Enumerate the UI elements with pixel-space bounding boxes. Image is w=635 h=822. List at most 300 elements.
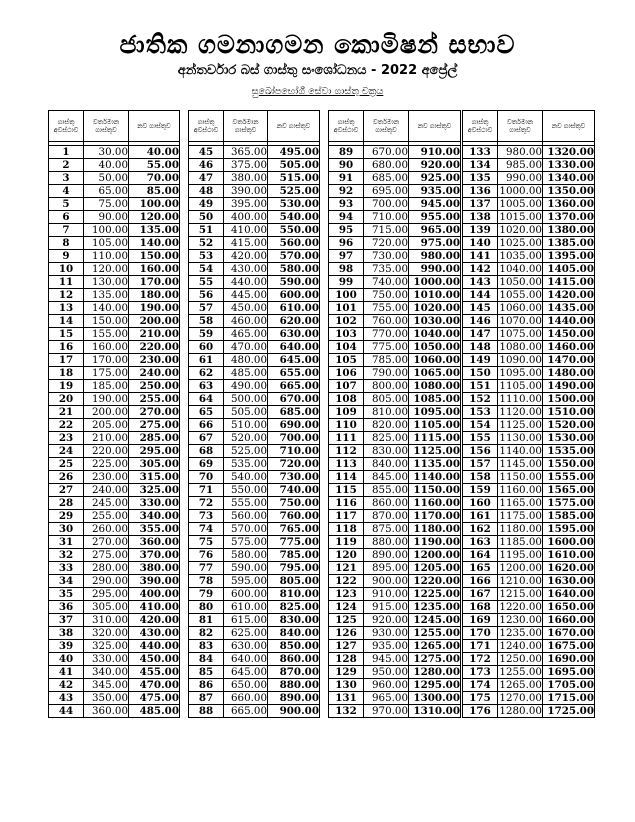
stage-cell: 166 xyxy=(463,575,498,588)
current-fare-cell: 1280.00 xyxy=(499,705,542,717)
new-fare-cell: 450.00 xyxy=(129,653,180,666)
stage-cell: 88 xyxy=(189,705,224,718)
table-row xyxy=(49,601,180,614)
new-fare-cell: 1460.00 xyxy=(543,341,595,354)
stage-cell: 116 xyxy=(329,497,364,510)
current-fare-cell: 1265.00 xyxy=(499,679,542,691)
new-fare-cell: 1105.00 xyxy=(409,419,461,432)
new-fare-cell: 1135.00 xyxy=(409,458,461,471)
new-fare-cell: 220.00 xyxy=(129,341,180,354)
stage-cell: 108 xyxy=(329,393,364,406)
table-row xyxy=(189,653,320,666)
table-row xyxy=(189,341,320,354)
new-fare-cell: 1320.00 xyxy=(543,146,595,159)
current-fare-cell: 185.00 xyxy=(84,380,129,393)
new-fare-cell: 1140.00 xyxy=(409,471,461,484)
current-fare-cell: 825.00 xyxy=(364,432,409,445)
current-fare-cell: 680.00 xyxy=(364,159,409,172)
table-row xyxy=(329,146,461,159)
table-row xyxy=(49,328,180,341)
current-fare-cell: 420.00 xyxy=(224,250,268,263)
header-current-fare: වර්තමාන ගාස්තුව xyxy=(364,111,409,142)
table-row xyxy=(189,289,320,302)
stage-cell: 2 xyxy=(49,159,84,172)
current-fare-cell: 1110.00 xyxy=(499,393,542,405)
table-row xyxy=(49,393,180,406)
new-fare-cell: 360.00 xyxy=(129,536,180,549)
current-fare-cell: 170.00 xyxy=(84,354,129,367)
table-row xyxy=(329,536,461,549)
table-row xyxy=(49,575,180,588)
table-row xyxy=(463,276,595,289)
stage-cell: 9 xyxy=(49,250,84,263)
stage-cell: 173 xyxy=(463,666,498,679)
new-fare-cell: 880.00 xyxy=(268,679,320,692)
table-row xyxy=(49,367,180,380)
new-fare-cell: 150.00 xyxy=(129,250,180,263)
current-fare-cell: 845.00 xyxy=(364,471,409,484)
table-row xyxy=(329,679,461,692)
current-fare-cell: 465.00 xyxy=(224,328,268,341)
new-fare-cell: 1440.00 xyxy=(543,315,595,328)
stage-cell: 67 xyxy=(189,432,224,445)
stage-cell: 26 xyxy=(49,471,84,484)
new-fare-cell: 1265.00 xyxy=(409,640,461,653)
stage-cell: 110 xyxy=(329,419,364,432)
stage-cell: 127 xyxy=(329,640,364,653)
table-row xyxy=(463,432,595,445)
new-fare-cell: 420.00 xyxy=(129,614,180,627)
current-fare-cell: 630.00 xyxy=(224,640,268,653)
table-row xyxy=(189,263,320,276)
current-fare-cell: 735.00 xyxy=(364,263,409,276)
current-fare-cell: 175.00 xyxy=(84,367,129,380)
table-row xyxy=(329,406,461,419)
current-fare-cell: 1040.00 xyxy=(499,263,542,275)
current-fare-cell: 945.00 xyxy=(364,653,409,666)
stage-cell: 48 xyxy=(189,185,224,198)
table-row xyxy=(189,328,320,341)
stage-cell: 32 xyxy=(49,549,84,562)
new-fare-cell: 1060.00 xyxy=(409,354,461,367)
stage-cell: 95 xyxy=(329,224,364,237)
current-fare-cell: 400.00 xyxy=(224,211,268,224)
new-fare-cell: 135.00 xyxy=(129,224,180,237)
new-fare-cell: 1415.00 xyxy=(543,276,595,289)
stage-cell: 7 xyxy=(49,224,84,237)
current-fare-cell: 950.00 xyxy=(364,666,409,679)
table-row xyxy=(189,237,320,250)
new-fare-cell: 390.00 xyxy=(129,575,180,588)
table-row xyxy=(189,484,320,497)
current-fare-cell: 445.00 xyxy=(224,289,268,302)
current-fare-cell: 430.00 xyxy=(224,263,268,276)
current-fare-cell: 615.00 xyxy=(224,614,268,627)
stage-cell: 152 xyxy=(463,393,498,406)
current-fare-cell: 1080.00 xyxy=(499,341,542,353)
stage-cell: 87 xyxy=(189,692,224,705)
current-fare-cell: 740.00 xyxy=(364,276,409,289)
stage-cell: 46 xyxy=(189,159,224,172)
new-fare-cell: 475.00 xyxy=(129,692,180,705)
new-fare-cell: 330.00 xyxy=(129,497,180,510)
current-fare-cell: 490.00 xyxy=(224,380,268,393)
table-row xyxy=(329,172,461,185)
stage-cell: 132 xyxy=(329,705,364,718)
new-fare-cell: 325.00 xyxy=(129,484,180,497)
current-fare-cell: 1240.00 xyxy=(499,640,542,652)
new-fare-cell: 890.00 xyxy=(268,692,320,705)
stage-cell: 74 xyxy=(189,523,224,536)
table-row xyxy=(189,536,320,549)
table-row xyxy=(329,393,461,406)
stage-cell: 111 xyxy=(329,432,364,445)
current-fare-cell: 840.00 xyxy=(364,458,409,471)
new-fare-cell: 1360.00 xyxy=(543,198,595,211)
table-row xyxy=(49,250,180,263)
table-row xyxy=(329,588,461,601)
current-fare-cell: 290.00 xyxy=(84,575,129,588)
stage-cell: 4 xyxy=(49,185,84,198)
current-fare-cell: 965.00 xyxy=(364,692,409,705)
new-fare-cell: 1280.00 xyxy=(409,666,461,679)
table-row xyxy=(49,536,180,549)
stage-cell: 15 xyxy=(49,328,84,341)
stage-cell: 34 xyxy=(49,575,84,588)
current-fare-cell: 205.00 xyxy=(84,419,129,432)
current-fare-cell: 1185.00 xyxy=(499,536,542,548)
new-fare-cell: 1600.00 xyxy=(543,536,595,549)
table-row xyxy=(49,653,180,666)
stage-cell: 70 xyxy=(189,471,224,484)
table-row xyxy=(49,263,180,276)
new-fare-cell: 925.00 xyxy=(409,172,461,185)
table-row xyxy=(49,289,180,302)
table-row xyxy=(329,510,461,523)
table-row xyxy=(49,315,180,328)
table-row xyxy=(49,562,180,575)
table-row xyxy=(189,250,320,263)
table-row xyxy=(329,224,461,237)
table-row xyxy=(463,601,595,614)
table-row xyxy=(49,185,180,198)
stage-cell: 60 xyxy=(189,341,224,354)
table-row xyxy=(463,705,595,718)
new-fare-cell: 190.00 xyxy=(129,302,180,315)
stage-cell: 21 xyxy=(49,406,84,419)
table-row xyxy=(329,614,461,627)
new-fare-cell: 1395.00 xyxy=(543,250,595,263)
table-row xyxy=(463,328,595,341)
new-fare-cell: 380.00 xyxy=(129,562,180,575)
table-row xyxy=(329,445,461,458)
new-fare-cell: 1565.00 xyxy=(543,484,595,497)
table-row xyxy=(49,705,180,718)
stage-cell: 115 xyxy=(329,484,364,497)
stage-cell: 158 xyxy=(463,471,498,484)
new-fare-cell: 495.00 xyxy=(268,146,320,159)
stage-cell: 160 xyxy=(463,497,498,510)
current-fare-cell: 1090.00 xyxy=(499,354,542,366)
new-fare-cell: 720.00 xyxy=(268,458,320,471)
new-fare-cell: 620.00 xyxy=(268,315,320,328)
current-fare-cell: 200.00 xyxy=(84,406,129,419)
stage-cell: 105 xyxy=(329,354,364,367)
current-fare-cell: 320.00 xyxy=(84,627,129,640)
stage-cell: 83 xyxy=(189,640,224,653)
new-fare-cell: 1640.00 xyxy=(543,588,595,601)
stage-cell: 72 xyxy=(189,497,224,510)
table-row xyxy=(49,549,180,562)
new-fare-cell: 1705.00 xyxy=(543,679,595,692)
new-fare-cell: 1310.00 xyxy=(409,705,461,718)
table-row xyxy=(329,276,461,289)
current-fare-cell: 1145.00 xyxy=(499,458,542,470)
table-row xyxy=(463,484,595,497)
table-row xyxy=(329,289,461,302)
new-fare-cell: 765.00 xyxy=(268,523,320,536)
fare-table-1 xyxy=(48,110,180,718)
new-fare-cell: 355.00 xyxy=(129,523,180,536)
current-fare-cell: 1230.00 xyxy=(499,614,542,626)
current-fare-cell: 245.00 xyxy=(84,497,129,510)
table-row xyxy=(329,263,461,276)
table-row xyxy=(329,666,461,679)
header-stage: ගාස්තු අවස්ථාව xyxy=(49,111,84,142)
new-fare-cell: 1575.00 xyxy=(543,497,595,510)
current-fare-cell: 525.00 xyxy=(224,445,268,458)
table-row xyxy=(329,601,461,614)
current-fare-cell: 305.00 xyxy=(84,601,129,614)
stage-cell: 98 xyxy=(329,263,364,276)
new-fare-cell: 670.00 xyxy=(268,393,320,406)
current-fare-cell: 100.00 xyxy=(84,224,129,237)
stage-cell: 8 xyxy=(49,237,84,250)
current-fare-cell: 625.00 xyxy=(224,627,268,640)
current-fare-cell: 40.00 xyxy=(84,159,129,172)
current-fare-cell: 350.00 xyxy=(84,692,129,705)
new-fare-cell: 230.00 xyxy=(129,354,180,367)
table-row xyxy=(463,471,595,484)
current-fare-cell: 1200.00 xyxy=(499,562,542,574)
table-row xyxy=(189,419,320,432)
new-fare-cell: 1095.00 xyxy=(409,406,461,419)
new-fare-cell: 1555.00 xyxy=(543,471,595,484)
new-fare-cell: 1255.00 xyxy=(409,627,461,640)
stage-cell: 89 xyxy=(329,146,364,159)
current-fare-cell: 470.00 xyxy=(224,341,268,354)
new-fare-cell: 1595.00 xyxy=(543,523,595,536)
current-fare-cell: 785.00 xyxy=(364,354,409,367)
new-fare-cell: 1715.00 xyxy=(543,692,595,705)
stage-cell: 5 xyxy=(49,198,84,211)
current-fare-cell: 550.00 xyxy=(224,484,268,497)
table-row xyxy=(49,484,180,497)
table-row xyxy=(463,315,595,328)
current-fare-cell: 760.00 xyxy=(364,315,409,328)
stage-cell: 25 xyxy=(49,458,84,471)
stage-cell: 149 xyxy=(463,354,498,367)
table-row xyxy=(49,445,180,458)
new-fare-cell: 1020.00 xyxy=(409,302,461,315)
current-fare-cell: 1250.00 xyxy=(499,653,542,665)
table-row xyxy=(49,211,180,224)
table-row xyxy=(329,653,461,666)
current-fare-cell: 1235.00 xyxy=(499,627,542,639)
current-fare-cell: 1025.00 xyxy=(499,237,542,249)
stage-cell: 135 xyxy=(463,172,498,185)
current-fare-cell: 50.00 xyxy=(84,172,129,185)
new-fare-cell: 1530.00 xyxy=(543,432,595,445)
current-fare-cell: 270.00 xyxy=(84,536,129,549)
current-fare-cell: 895.00 xyxy=(364,562,409,575)
table-row xyxy=(463,588,595,601)
stage-cell: 10 xyxy=(49,263,84,276)
table-row xyxy=(189,146,320,159)
current-fare-cell: 210.00 xyxy=(84,432,129,445)
table-row xyxy=(463,666,595,679)
new-fare-cell: 1350.00 xyxy=(543,185,595,198)
stage-cell: 118 xyxy=(329,523,364,536)
current-fare-cell: 1210.00 xyxy=(499,575,542,587)
stage-cell: 50 xyxy=(189,211,224,224)
stage-cell: 33 xyxy=(49,562,84,575)
current-fare-cell: 790.00 xyxy=(364,367,409,380)
table-row xyxy=(189,679,320,692)
stage-cell: 164 xyxy=(463,549,498,562)
table-row xyxy=(463,627,595,640)
stage-cell: 137 xyxy=(463,198,498,211)
table-row xyxy=(463,172,595,185)
current-fare-cell: 1220.00 xyxy=(499,601,542,613)
table-row xyxy=(49,640,180,653)
header-stage: ගාස්තු අවස්ථාව xyxy=(329,111,364,142)
table-row xyxy=(49,510,180,523)
new-fare-cell: 805.00 xyxy=(268,575,320,588)
table-row xyxy=(463,354,595,367)
current-fare-cell: 510.00 xyxy=(224,419,268,432)
new-fare-cell: 580.00 xyxy=(268,263,320,276)
current-fare-cell: 345.00 xyxy=(84,679,129,692)
new-fare-cell: 690.00 xyxy=(268,419,320,432)
current-fare-cell: 1095.00 xyxy=(499,367,542,379)
current-fare-cell: 665.00 xyxy=(224,705,268,718)
new-fare-cell: 295.00 xyxy=(129,445,180,458)
header-new-fare: නව ගාස්තුව xyxy=(129,111,180,142)
stage-cell: 36 xyxy=(49,601,84,614)
table-row xyxy=(189,705,320,718)
current-fare-cell: 710.00 xyxy=(364,211,409,224)
stage-cell: 117 xyxy=(329,510,364,523)
table-row xyxy=(49,679,180,692)
stage-cell: 120 xyxy=(329,549,364,562)
stage-cell: 121 xyxy=(329,562,364,575)
new-fare-cell: 1340.00 xyxy=(543,172,595,185)
new-fare-cell: 1275.00 xyxy=(409,653,461,666)
new-fare-cell: 1695.00 xyxy=(543,666,595,679)
table-row xyxy=(463,237,595,250)
stage-cell: 51 xyxy=(189,224,224,237)
table-row xyxy=(49,523,180,536)
new-fare-cell: 1510.00 xyxy=(543,406,595,419)
stage-cell: 93 xyxy=(329,198,364,211)
table-row xyxy=(463,159,595,172)
stage-cell: 24 xyxy=(49,445,84,458)
stage-cell: 85 xyxy=(189,666,224,679)
stage-cell: 113 xyxy=(329,458,364,471)
new-fare-cell: 100.00 xyxy=(129,198,180,211)
new-fare-cell: 850.00 xyxy=(268,640,320,653)
current-fare-cell: 960.00 xyxy=(364,679,409,692)
current-fare-cell: 190.00 xyxy=(84,393,129,406)
current-fare-cell: 160.00 xyxy=(84,341,129,354)
stage-cell: 53 xyxy=(189,250,224,263)
new-fare-cell: 1520.00 xyxy=(543,419,595,432)
table-row xyxy=(463,302,595,315)
stage-cell: 100 xyxy=(329,289,364,302)
stage-cell: 90 xyxy=(329,159,364,172)
current-fare-cell: 1255.00 xyxy=(499,666,542,678)
stage-cell: 14 xyxy=(49,315,84,328)
stage-cell: 126 xyxy=(329,627,364,640)
new-fare-cell: 990.00 xyxy=(409,263,461,276)
stage-cell: 156 xyxy=(463,445,498,458)
new-fare-cell: 640.00 xyxy=(268,341,320,354)
new-fare-cell: 870.00 xyxy=(268,666,320,679)
new-fare-cell: 825.00 xyxy=(268,601,320,614)
stage-cell: 49 xyxy=(189,198,224,211)
new-fare-cell: 1010.00 xyxy=(409,289,461,302)
stage-cell: 162 xyxy=(463,523,498,536)
new-fare-cell: 550.00 xyxy=(268,224,320,237)
new-fare-cell: 570.00 xyxy=(268,250,320,263)
current-fare-cell: 135.00 xyxy=(84,289,129,302)
table-row xyxy=(49,341,180,354)
new-fare-cell: 655.00 xyxy=(268,367,320,380)
stage-cell: 104 xyxy=(329,341,364,354)
table-row xyxy=(463,211,595,224)
stage-cell: 167 xyxy=(463,588,498,601)
current-fare-cell: 375.00 xyxy=(224,159,268,172)
current-fare-cell: 275.00 xyxy=(84,549,129,562)
stage-cell: 94 xyxy=(329,211,364,224)
new-fare-cell: 240.00 xyxy=(129,367,180,380)
new-fare-cell: 1295.00 xyxy=(409,679,461,692)
new-fare-cell: 955.00 xyxy=(409,211,461,224)
stage-cell: 168 xyxy=(463,601,498,614)
table-row xyxy=(463,289,595,302)
table-row xyxy=(463,458,595,471)
table-row xyxy=(329,302,461,315)
table-row xyxy=(49,172,180,185)
stage-cell: 23 xyxy=(49,432,84,445)
stage-cell: 41 xyxy=(49,666,84,679)
current-fare-cell: 505.00 xyxy=(224,406,268,419)
table-row xyxy=(189,211,320,224)
current-fare-cell: 980.00 xyxy=(498,146,543,159)
stage-cell: 114 xyxy=(329,471,364,484)
table-row xyxy=(329,354,461,367)
current-fare-cell: 65.00 xyxy=(84,185,129,198)
current-fare-cell: 1165.00 xyxy=(499,497,542,509)
stage-cell: 30 xyxy=(49,523,84,536)
current-fare-cell: 255.00 xyxy=(84,510,129,523)
stage-cell: 172 xyxy=(463,653,498,666)
stage-cell: 28 xyxy=(49,497,84,510)
table-row xyxy=(49,458,180,471)
stage-cell: 161 xyxy=(463,510,498,523)
header-new-fare: නව ගාස්තුව xyxy=(543,111,595,142)
